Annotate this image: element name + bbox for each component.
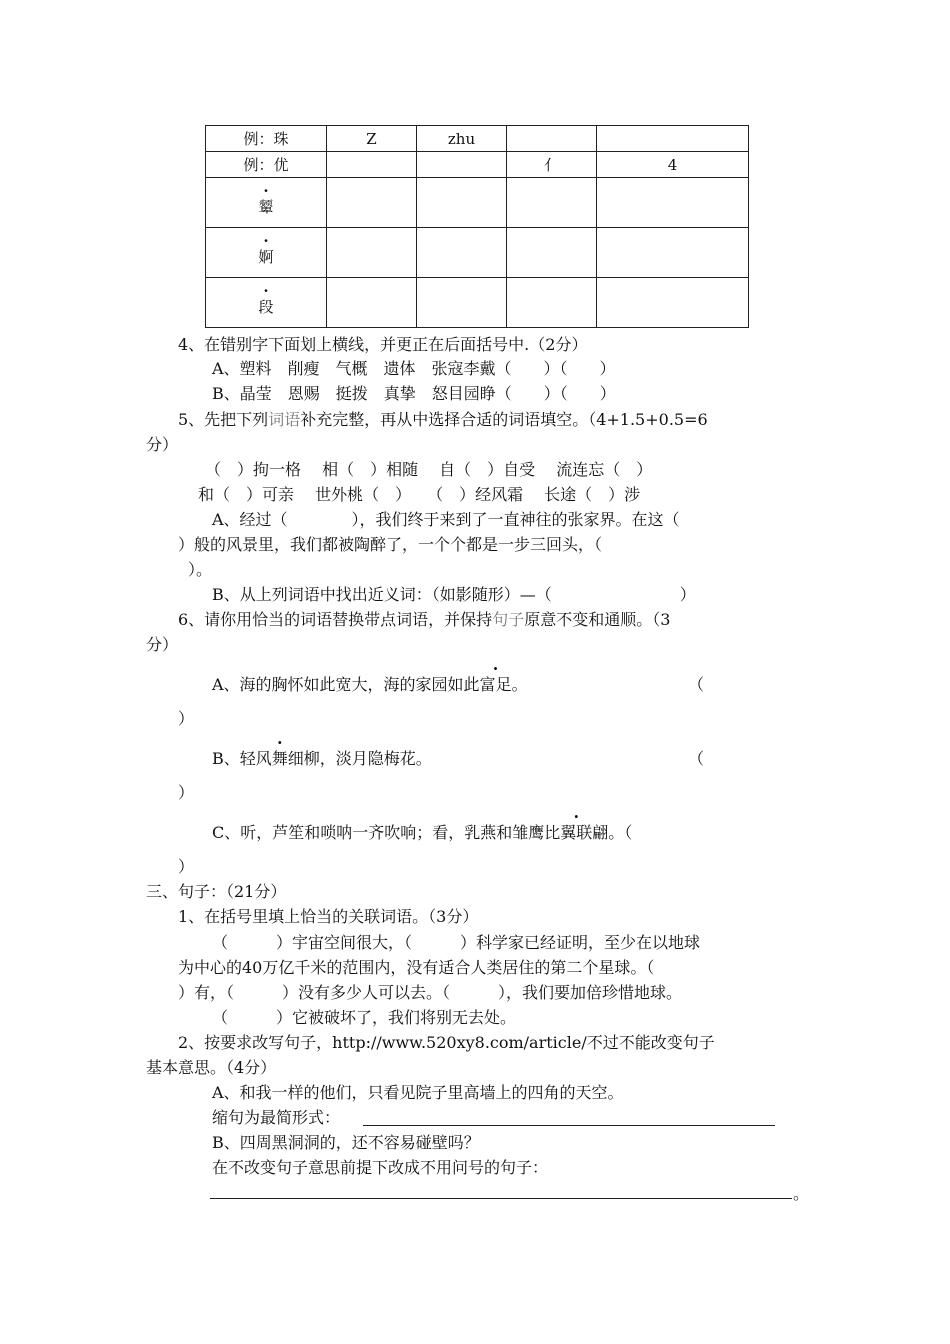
s3-q2-part-b: B、四周黑洞洞的，还不容易碰壁吗？ bbox=[212, 1133, 480, 1152]
s3-q2-title: 2、按要求改写句子，http://www.520xy8.com/article/不过不能改变句子 bbox=[178, 1033, 715, 1052]
table-cell[interactable] bbox=[597, 126, 749, 152]
table-cell[interactable] bbox=[327, 278, 417, 328]
table-cell bbox=[206, 228, 327, 278]
s3-q2-part-b-end: 。 bbox=[793, 1184, 810, 1203]
q6-part-b-dotted-word: 舞 bbox=[271, 749, 288, 768]
q5-title-post: 补充完整，再从中选择合适的词语填空。（4+1.5+0.5=6 bbox=[300, 410, 708, 429]
table-cell[interactable] bbox=[417, 278, 507, 328]
q5-idiom-row-1: （ ）拘一格 相（ ）相随 自（ ）自受 流连忘（ ） bbox=[205, 460, 653, 479]
q6-title-post: 原意不变和通顺。（3 bbox=[524, 610, 671, 629]
table-cell[interactable] bbox=[507, 178, 597, 228]
table-cell: zhu bbox=[417, 126, 507, 152]
table-cell[interactable] bbox=[507, 228, 597, 278]
q6-part-c-pre: C、听，芦笙和唢呐一齐吹响；看，乳燕和雏鹰 bbox=[212, 823, 545, 842]
table-cell[interactable] bbox=[507, 126, 597, 152]
table-cell: 例：优 bbox=[206, 152, 327, 178]
q6-part-c-close-paren: ） bbox=[178, 857, 195, 876]
table-row bbox=[206, 152, 749, 178]
q6-part-a-pre: A、海的胸怀如此宽大，海的家园如此 bbox=[212, 675, 480, 694]
s3-q2-part-a-label: 缩句为最简形式： bbox=[212, 1108, 341, 1127]
table-cell[interactable] bbox=[597, 228, 749, 278]
character-table bbox=[205, 125, 749, 328]
q6-part-b-post: 细柳，淡月隐梅花。 bbox=[287, 749, 432, 768]
s3-q1-line2: 为中心的40万亿千米的范围内，没有适合人类居住的第二个星球。（ bbox=[178, 958, 655, 977]
q5-part-a-line3: ）。 bbox=[188, 560, 213, 579]
q6-part-a-open-paren: （ bbox=[688, 675, 705, 694]
table-cell[interactable] bbox=[417, 228, 507, 278]
q4-option-b: B、晶莹 恩赐 挺拨 真挚 怒目园睁（ ）（ ） bbox=[212, 384, 616, 403]
q5-title-pre: 5、先把下列 bbox=[178, 410, 269, 429]
table-row bbox=[206, 278, 749, 328]
answer-line-b[interactable] bbox=[210, 1198, 792, 1199]
table-cell[interactable] bbox=[417, 152, 507, 178]
section3-title: 三、句子：（21分） bbox=[146, 882, 287, 901]
table-row bbox=[206, 178, 749, 228]
table-row bbox=[206, 228, 749, 278]
q6-part-b-pre: B、轻风 bbox=[212, 749, 272, 768]
table-cell[interactable] bbox=[327, 228, 417, 278]
table-cell[interactable] bbox=[417, 178, 507, 228]
q5-part-b: B、从上列词语中找出近义词：（如影随形）—（ ） bbox=[212, 585, 696, 604]
q5-title-line2: 分） bbox=[146, 435, 179, 454]
q6-part-a bbox=[212, 674, 528, 696]
table-cell: 4 bbox=[597, 152, 749, 178]
q6-title bbox=[178, 609, 670, 631]
table-cell: Z bbox=[327, 126, 417, 152]
table-row bbox=[206, 126, 749, 152]
q5-part-a-line2: ）般的风景里，我们都被陶醉了，一个个都是一步三回头，（ bbox=[178, 535, 603, 554]
s3-q2-part-b-label: 在不改变句子意思前提下改成不用问号的句子： bbox=[212, 1158, 549, 1177]
q5-part-a-line1: A、经过（ ），我们终于来到了一直神往的张家界。在这（ bbox=[212, 510, 680, 529]
table-cell[interactable] bbox=[597, 278, 749, 328]
q6-part-b bbox=[212, 748, 432, 770]
q6-part-a-dotted-word: 富足 bbox=[479, 675, 512, 694]
q6-part-a-close-paren: ） bbox=[178, 709, 195, 728]
s3-q1-line1: （ ）宇宙空间很大，（ ）科学家已经证明，至少在以地球 bbox=[212, 933, 701, 952]
q6-part-c-post: 。（ bbox=[608, 823, 633, 842]
table-cell[interactable] bbox=[507, 278, 597, 328]
s3-q1-line3: ）有，（ ）没有多少人可以去。（ ），我们要加倍珍惜地球。 bbox=[178, 983, 683, 1002]
q5-title bbox=[178, 409, 708, 431]
s3-q2-part-a: A、和我一样的他们，只看见院子里高墙上的四角的天空。 bbox=[212, 1083, 624, 1102]
table-cell: 例：珠 bbox=[206, 126, 327, 152]
table-cell[interactable] bbox=[327, 178, 417, 228]
table-cell[interactable] bbox=[597, 178, 749, 228]
q6-part-b-close-paren: ） bbox=[178, 783, 195, 802]
q4-option-a: A、塑料 削瘦 气概 遗体 张寇李戴（ ）（ ） bbox=[212, 359, 616, 378]
q6-title-pre: 6、请你用恰当的词语替换带点词语，并保持 bbox=[178, 610, 493, 629]
table-cell[interactable] bbox=[327, 152, 417, 178]
q6-part-c-dotted-word: 比翼联翩 bbox=[544, 823, 609, 842]
table-cell bbox=[206, 178, 327, 228]
q6-title-line2: 分） bbox=[146, 635, 179, 654]
q6-part-a-post: 。 bbox=[511, 675, 528, 694]
q5-idiom-row-2: 和（ ）可亲 世外桃（ ） （ ）经风霜 长途（ ）涉 bbox=[198, 485, 641, 504]
q6-title-link[interactable]: 句子 bbox=[492, 610, 525, 629]
s3-q1-title: 1、在括号里填上恰当的关联词语。（3分） bbox=[178, 907, 479, 926]
s3-q2-title-line2: 基本意思。（4分） bbox=[146, 1058, 277, 1077]
s3-q1-line4: （ ）它被破坏了，我们将别无去处。 bbox=[212, 1008, 517, 1027]
table-cell bbox=[206, 278, 327, 328]
q5-title-link[interactable]: 词语 bbox=[268, 410, 301, 429]
answer-line-a[interactable] bbox=[363, 1125, 775, 1126]
table-char: 段 bbox=[258, 298, 274, 316]
table-char: 颦 bbox=[258, 198, 274, 216]
q4-title: 4、在错别字下面划上横线，并更正在后面括号中.（2分） bbox=[178, 335, 588, 354]
table-cell: 亻 bbox=[507, 152, 597, 178]
q6-part-c bbox=[212, 822, 632, 844]
table-char: 婀 bbox=[258, 248, 274, 266]
q6-part-b-open-paren: （ bbox=[688, 749, 705, 768]
